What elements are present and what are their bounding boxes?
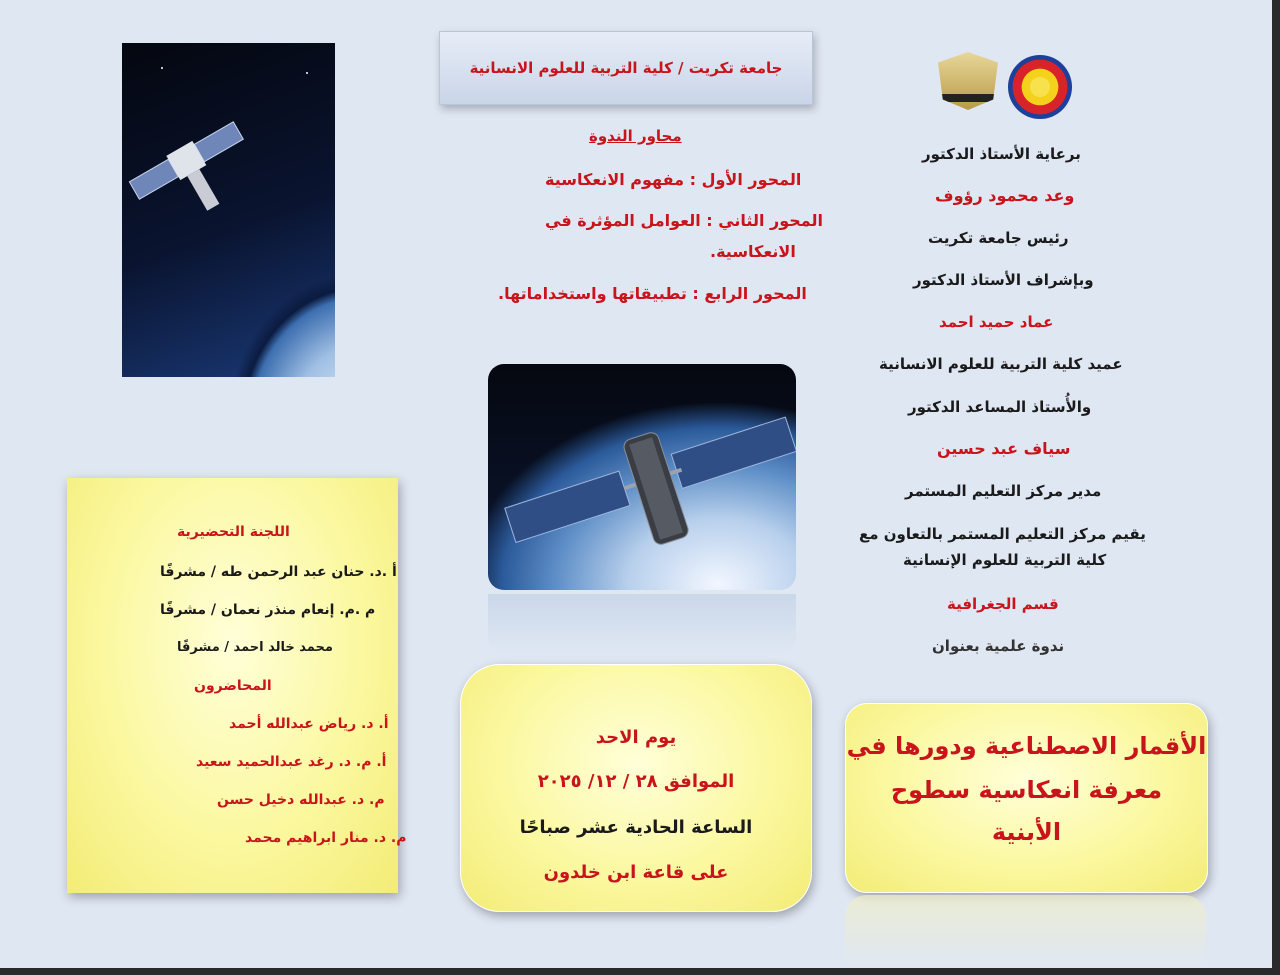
lecturer-name: أ. م. د. رغد عبدالحميد سعيد [196, 754, 387, 770]
axis-item: المحور الرابع : تطبيقاتها واستخداماتها. [498, 284, 807, 303]
patron-line: والأُستاذ المساعد الدكتور [908, 398, 1092, 416]
satellite-image-top [122, 43, 335, 377]
header-title: جامعة تكريت / كلية التربية للعلوم الانسانية [469, 59, 783, 77]
committee-panel [67, 478, 407, 893]
axis-item: المحور الأول : مفهوم الانعكاسية [545, 170, 802, 189]
lecturer-name: أ. د. رياض عبدالله أحمد [229, 716, 389, 732]
prep-committee-heading: اللجنة التحضيرية [177, 524, 290, 540]
satellite-icon [488, 364, 796, 590]
lecturer-name: م. د. منار ابراهيم محمد [245, 830, 407, 846]
patron-line: عميد كلية التربية للعلوم الانسانية [879, 355, 1123, 373]
event-hall: على قاعة ابن خلدون [543, 862, 729, 883]
axis-item: المحور الثاني : العوامل المؤثرة في [545, 211, 824, 230]
patron-line: وبإشراف الأستاذ الدكتور [913, 271, 1094, 289]
event-date: الموافق ٢٨ / ١٢/ ٢٠٢٥ [537, 771, 735, 792]
axis-item: الانعكاسية. [710, 242, 796, 261]
patron-line: كلية التربية للعلوم الإنسانية [903, 551, 1107, 569]
axes-heading: محاور الندوة [589, 127, 682, 145]
satellite-icon [122, 43, 335, 377]
schedule-panel [460, 664, 812, 912]
title-reflection [845, 895, 1206, 968]
director-name: سياف عبد حسين [937, 439, 1071, 458]
seminar-title-line: الأبنية [991, 818, 1062, 846]
seminar-intro: ندوة علمية بعنوان [932, 637, 1065, 655]
patron-line: رئيس جامعة تكريت [928, 229, 1069, 247]
patron-line: مدير مركز التعليم المستمر [905, 482, 1102, 500]
committee-member: م .م. إنعام منذر نعمان / مشرفًا [160, 602, 376, 618]
department-name: قسم الجغرافية [947, 595, 1059, 613]
committee-member: أ .د. حنان عبد الرحمن طه / مشرفًا [160, 564, 397, 580]
event-time: الساعة الحادية عشر صباحًا [519, 817, 753, 838]
lecturers-heading: المحاضرون [194, 678, 272, 694]
image-reflection [488, 594, 796, 654]
satellite-image-center [488, 364, 796, 590]
seminar-title-panel [845, 703, 1208, 893]
seminar-title-line: الأقمار الاصطناعية ودورها في [846, 732, 1207, 760]
patron-name: وعد محمود رؤوف [935, 186, 1075, 205]
college-logo-icon [938, 52, 998, 110]
patron-line: برعاية الأستاذ الدكتور [922, 145, 1081, 163]
patron-line: يقيم مركز التعليم المستمر بالتعاون مع [859, 525, 1146, 543]
dean-name: عماد حميد احمد [939, 313, 1054, 331]
lecturer-name: م. د. عبدالله دخيل حسن [217, 792, 385, 808]
university-logo-icon [1008, 55, 1072, 119]
seminar-title-line: معرفة انعكاسية سطوح [890, 776, 1163, 804]
committee-member: محمد خالد احمد / مشرفًا [177, 640, 333, 655]
event-day: يوم الاحد [595, 727, 677, 748]
header-banner [439, 31, 813, 105]
